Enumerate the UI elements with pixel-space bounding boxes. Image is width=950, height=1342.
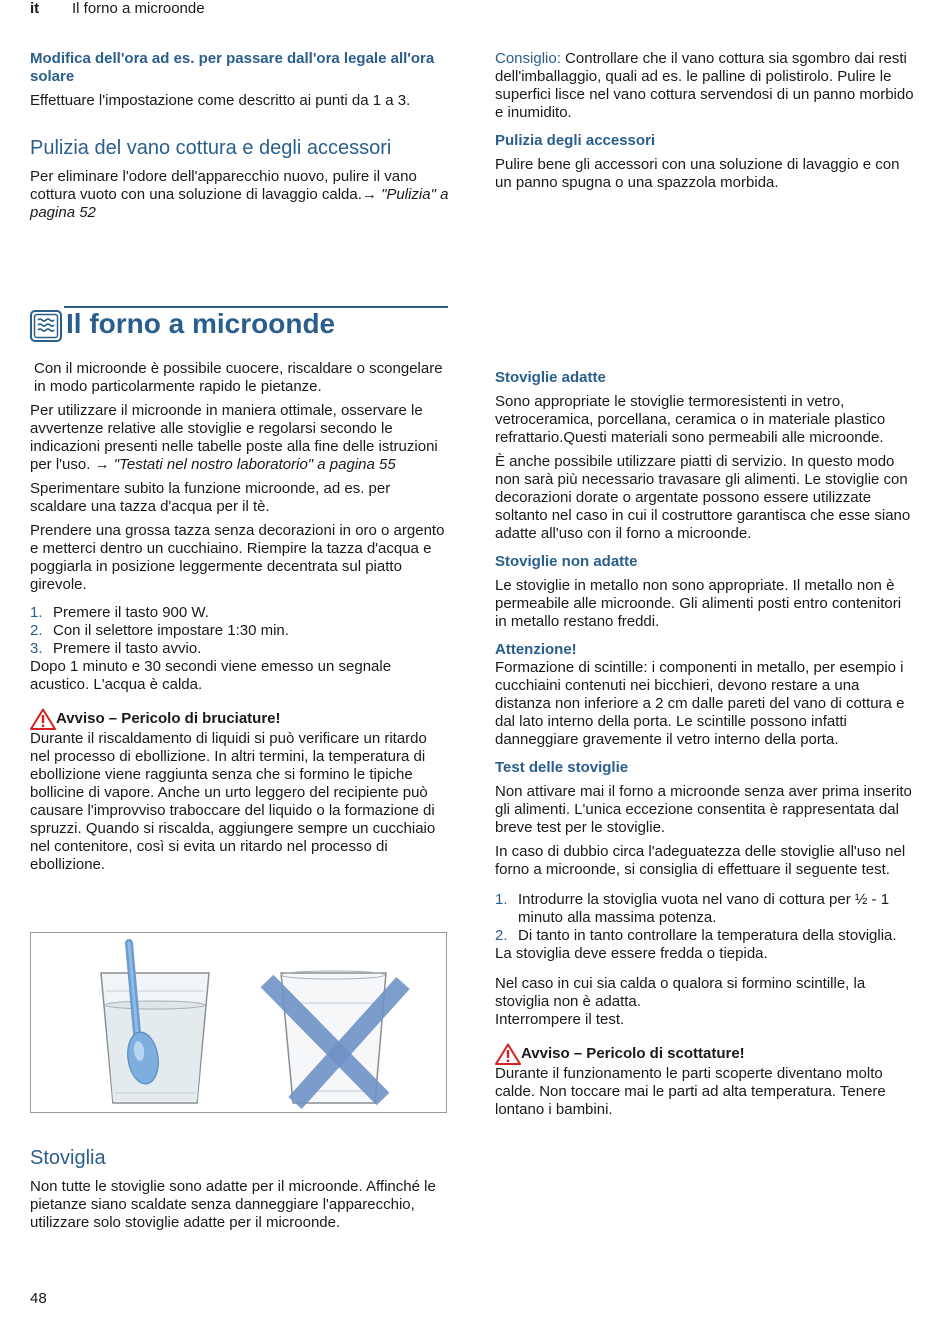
microwave-icon <box>30 310 62 342</box>
step-number: 2. <box>30 622 43 639</box>
warning-title: Avviso – Pericolo di scottature! <box>521 1045 745 1062</box>
step-text: Di tanto in tanto controllare la temperatura della stoviglia. <box>518 927 897 944</box>
step-text: Introdurre la stoviglia vuota nel vano di cottura per ½ - 1 minuto alla massima potenza. <box>518 891 890 926</box>
paragraph: Nel caso in cui sia calda o qualora si formino scintille, la stoviglia non è adatta. <box>495 975 866 1010</box>
paragraph: Prendere una grossa tazza senza decorazioni in oro o argento e metterci dentro un cucchiaino. Riempire la tazza d'acqua e poggiarla in posizione leggermente decentrata sul piatto girevole. <box>30 522 445 593</box>
paragraph: Interrompere il test. <box>495 1011 625 1028</box>
top-right-column <box>495 50 915 192</box>
page-reference-link[interactable]: "Pulizia" a pagina 52 <box>30 186 449 221</box>
paragraph: Pulire bene gli accessori con una soluzione di lavaggio e con un panno spugna o una spazzola morbida. <box>495 156 900 191</box>
warning-block <box>30 708 450 874</box>
stoviglia-section <box>30 1146 450 1232</box>
subheading-dish-test: Test delle stoviglie <box>495 759 629 776</box>
list-item <box>30 604 450 622</box>
page-reference-link[interactable]: "Testati nel nostro laboratorio" a pagina 55 <box>113 456 396 473</box>
warning-text: Durante il riscaldamento di liquidi si può verificare un ritardo nel processo di ebollizione. In altri termini, la temperatura di ebollizione viene raggiunta senza che si formino le tipiche bollicine di vapore. Anche un urto leggero del recipiente può causare l'improvviso traboccare del liquido o la formazione di spruzzi. Quando si riscalda, aggiungere sempre un cucchiaio nel contenitore, così si evita un ritardo nel processo di ebollizione. <box>30 730 436 873</box>
section-heading-cleaning: Pulizia del vano cottura e degli accessori <box>30 137 392 159</box>
paragraph-text: Per utilizzare il microonde in maniera ottimale, osservare le avvertenze relative alle stoviglie e regolarsi secondo le indicazioni presenti nelle tabelle poste alla fine delle istruzioni per l'uso. <box>30 402 438 473</box>
list-item <box>30 622 450 640</box>
paragraph: Sperimentare subito la funzione microonde, ad es. per scaldare una tazza d'acqua per il tè. <box>30 480 391 515</box>
tip-paragraph <box>495 50 915 122</box>
paragraph: Non attivare mai il forno a microonde senza aver prima inserito gli alimenti. L'unica eccezione consentita è rappresentata dal breve test per le stoviglie. <box>495 783 912 836</box>
paragraph: Non tutte le stoviglie sono adatte per il microonde. Affinché le pietanze siano scaldate senza danneggiare l'apparecchio, utilizzare solo stoviglie adatte per il microonde. <box>30 1178 436 1231</box>
arrow-right-icon: → <box>94 456 110 473</box>
step-number: 3. <box>30 640 43 657</box>
paragraph: La stoviglia deve essere fredda o tiepida. <box>495 945 768 962</box>
list-item <box>495 891 913 927</box>
warning-block <box>495 1043 913 1119</box>
main-right-column <box>495 369 913 1119</box>
paragraph: Formazione di scintille: i componenti in metallo, per esempio i cucchiaini contenuti nei bicchieri, devono restare a una distanza non inferiore a 2 cm dalle pareti del vano di cottura e dal lato interno della porta. Le scintille possono infatti danneggiare gravemente il vetro interno della porta. <box>495 659 905 748</box>
step-number: 1. <box>30 604 43 621</box>
subheading-attention: Attenzione! <box>495 641 577 658</box>
warning-title: Avviso – Pericolo di bruciature! <box>56 710 281 727</box>
running-header-title: Il forno a microonde <box>72 0 205 17</box>
section-heading-dishes: Stoviglia <box>30 1147 106 1169</box>
step-text: Con il selettore impostare 1:30 min. <box>53 622 289 639</box>
top-left-column <box>30 50 450 222</box>
subheading-suitable-dishes: Stoviglie adatte <box>495 369 606 386</box>
subheading-unsuitable-dishes: Stoviglie non adatte <box>495 553 638 570</box>
glass-illustration <box>30 932 447 1113</box>
chapter-heading <box>30 306 448 342</box>
list-item <box>495 927 913 945</box>
paragraph <box>30 168 450 222</box>
step-number: 2. <box>495 927 508 944</box>
intro-paragraph: Con il microonde è possibile cuocere, riscaldare o scongelare in modo particolarmente rapido le pietanze. <box>34 360 443 395</box>
paragraph: Sono appropriate le stoviglie termoresistenti in vetro, vetroceramica, porcellana, ceramica o in materiale plastico refrattario.Questi materiali sono permeabili alle microonde. <box>495 393 886 446</box>
warning-text: Durante il funzionamento le parti scoperte diventano molto calde. Non toccare mai le parti ad alta temperatura. Tenere lontano i bambini. <box>495 1065 886 1118</box>
steps-list <box>495 891 913 945</box>
tip-label: Consiglio: <box>495 50 561 67</box>
paragraph: In caso di dubbio circa l'adeguatezza delle stoviglie all'uso nel forno a microonde, si consiglia di effettuare il seguente test. <box>495 843 906 878</box>
warning-triangle-icon <box>495 1043 521 1065</box>
main-left-column <box>30 360 450 874</box>
chapter-title: Il forno a microonde <box>66 308 336 339</box>
language-code: it <box>30 0 40 17</box>
glass-spoon-illustration <box>31 933 446 1112</box>
step-number: 1. <box>495 891 508 908</box>
step-text: Premere il tasto 900 W. <box>53 604 209 621</box>
paragraph: Effettuare l'impostazione come descritto ai punti da 1 a 3. <box>30 92 411 109</box>
subheading-accessory-cleaning: Pulizia degli accessori <box>495 132 656 149</box>
steps-list <box>30 604 450 658</box>
tip-text: Controllare che il vano cottura sia sgombro dai resti dell'imballaggio, quali ad es. le palline di polistirolo. Pulire le superfici lisce nel vano cottura servendosi di un panno morbido e inumidito. <box>495 50 914 121</box>
page-number: 48 <box>30 1290 47 1307</box>
warning-triangle-icon <box>30 708 56 730</box>
warning-heading <box>495 1043 913 1065</box>
paragraph: Dopo 1 minuto e 30 secondi viene emesso un segnale acustico. L'acqua è calda. <box>30 658 392 693</box>
warning-heading <box>30 708 450 730</box>
glass-with-spoon-icon <box>101 943 209 1103</box>
paragraph: Le stoviglie in metallo non sono appropriate. Il metallo non è permeabile alle microonde. Gli alimenti posti entro contenitori in metallo restano freddi. <box>495 577 902 630</box>
subheading-time-change: Modifica dell'ora ad es. per passare dall'ora legale all'ora solare <box>30 50 435 85</box>
paragraph-text: Per eliminare l'odore dell'apparecchio nuovo, pulire il vano cottura vuoto con una soluzione di lavaggio calda. <box>30 168 417 203</box>
arrow-right-icon: → <box>361 186 377 203</box>
list-item <box>30 640 450 658</box>
paragraph: È anche possibile utilizzare piatti di servizio. In questo modo non sarà più necessario travasare gli alimenti. Le stoviglie con decorazioni dorate o argentate possono essere utilizzate soltanto nel caso in cui il costruttore garantisca che esse siano adatte all'uso con il forno a microonde. <box>495 453 911 542</box>
step-text: Premere il tasto avvio. <box>53 640 202 657</box>
paragraph <box>30 402 450 474</box>
